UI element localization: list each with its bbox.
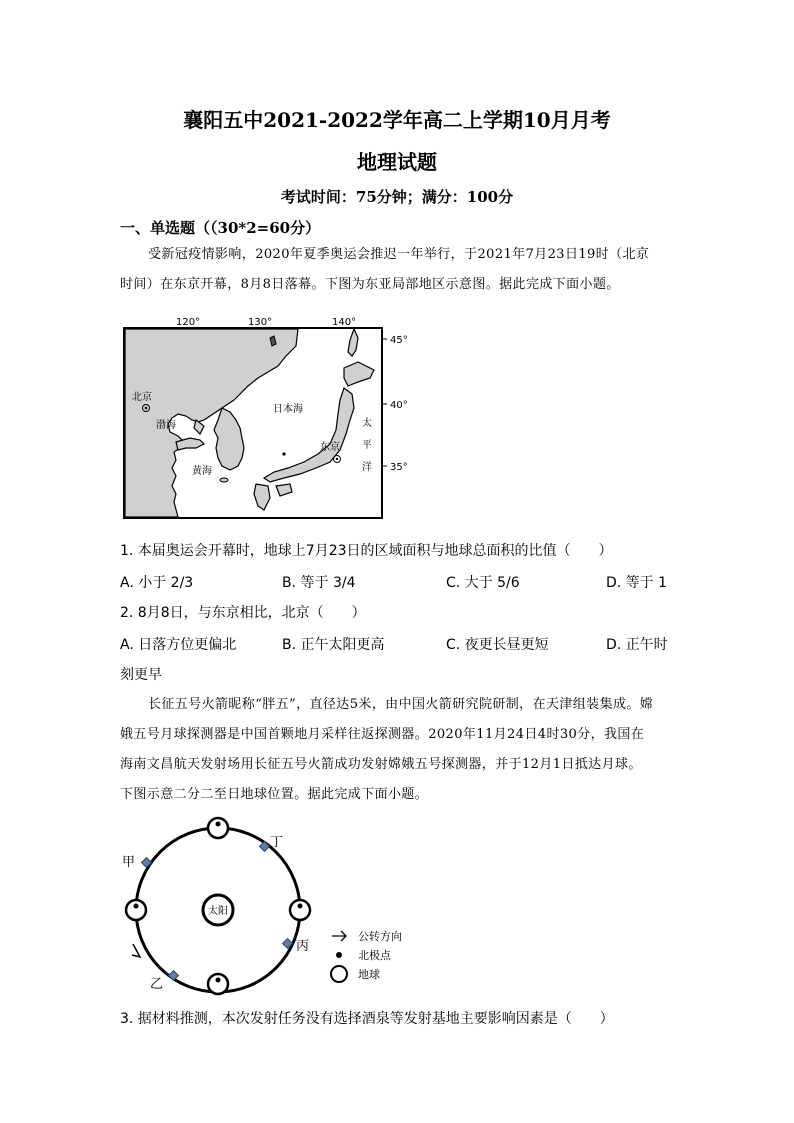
legend-earth-icon	[331, 966, 347, 982]
q2-option-a: A. 日落方位更偏北	[120, 637, 237, 653]
pacific-label-2: 平	[362, 440, 372, 451]
q2-option-d: D. 正午时	[606, 637, 668, 653]
passage-1-line-1: 受新冠疫情影响，2020年夏季奥运会推迟一年举行，于2021年7月23日19时（北京	[148, 247, 650, 262]
legend	[331, 929, 402, 982]
passage-2-line-1: 长征五号火箭昵称“胖五”，直径达5米，由中国火箭研究院研制，在天津组装集成。嫦	[148, 697, 654, 712]
legend-pole-label: 北极点	[358, 949, 391, 962]
point-yi-marker	[169, 971, 179, 981]
earth-left	[126, 900, 146, 920]
beijing-label: 北京	[132, 392, 152, 403]
legend-direction-label: 公转方向	[358, 930, 402, 943]
pacific-label-1: 太	[362, 418, 372, 429]
earth-bottom	[208, 974, 228, 994]
tokyo-label: 东京	[320, 442, 340, 453]
passage-1	[120, 240, 680, 300]
q2-option-b: B. 正午太阳更高	[282, 637, 385, 653]
question-1-stem: 1. 本届奥运会开幕时，地球上7月23日的区域面积与地球总面积的比值（ ）	[120, 543, 613, 559]
q1-option-c: C. 大于 5/6	[446, 575, 520, 591]
section-heading: 一、单选题（（30*2=60分）	[120, 219, 321, 237]
passage-2-line-2: 娥五号月球探测器是中国首颗地月采样往返探测器。2020年11月24日4时30分，我国在	[120, 727, 645, 742]
q2-option-d-wrap: 刻更早	[120, 667, 162, 683]
legend-arrow-icon	[332, 931, 346, 941]
east-asia-map	[118, 316, 418, 526]
lon-label-130: 130°	[248, 317, 273, 328]
orbit-diagram	[110, 812, 430, 1002]
point-ding-label: 丁	[270, 835, 284, 850]
bohai-label: 渤海	[156, 420, 176, 431]
q1-option-b: B. 等于 3/4	[282, 575, 356, 591]
lat-label-40: 40°	[390, 400, 408, 411]
legend-earth-label: 地球	[358, 968, 380, 981]
orbit-direction-arrow	[132, 944, 140, 957]
passage-2	[120, 690, 680, 810]
sea-of-japan-label: 日本海	[273, 404, 303, 415]
point-bing-label: 丙	[296, 939, 310, 954]
passage-2-line-3: 海南文昌航天发射场用长征五号火箭成功发射嫦娥五号探测器，并于12月1日抵达月球。	[120, 757, 642, 772]
point-jia-label: 甲	[122, 855, 136, 870]
subject-title: 地理试题	[357, 150, 437, 174]
legend-pole-icon	[336, 952, 342, 958]
exam-info: 考试时间：75分钟；满分：100分	[280, 188, 514, 206]
q1-option-a: A. 小于 2/3	[120, 575, 194, 591]
point-yi-label: 乙	[150, 977, 164, 992]
passage-1-line-2: 时间）在东京开幕，8月8日落幕。下图为东亚局部地区示意图。据此完成下面小题。	[120, 277, 620, 292]
lon-label-120: 120°	[176, 317, 201, 328]
earth-right	[290, 900, 310, 920]
lat-label-35: 35°	[390, 462, 408, 473]
question-3-stem: 3. 据材料推测，本次发射任务没有选择酒泉等发射基地主要影响因素是（ ）	[120, 1011, 614, 1027]
q2-option-c: C. 夜更长昼更短	[446, 637, 549, 653]
lat-label-45: 45°	[390, 335, 408, 346]
pacific-label-3: 洋	[362, 462, 372, 473]
point-ding-marker	[260, 842, 270, 852]
sun-label: 太阳	[208, 906, 228, 917]
lon-label-140: 140°	[332, 317, 357, 328]
question-2-stem: 2. 8月8日，与东京相比，北京（ ）	[120, 605, 366, 621]
passage-2-line-4: 下图示意二分二至日地球位置。据此完成下面小题。	[120, 787, 429, 802]
earth-top	[208, 818, 228, 838]
exam-title: 襄阳五中2021-2022学年高二上学期10月月考	[183, 108, 611, 132]
yellow-sea-label: 黄海	[192, 466, 212, 477]
q1-option-d: D. 等于 1	[606, 575, 668, 591]
